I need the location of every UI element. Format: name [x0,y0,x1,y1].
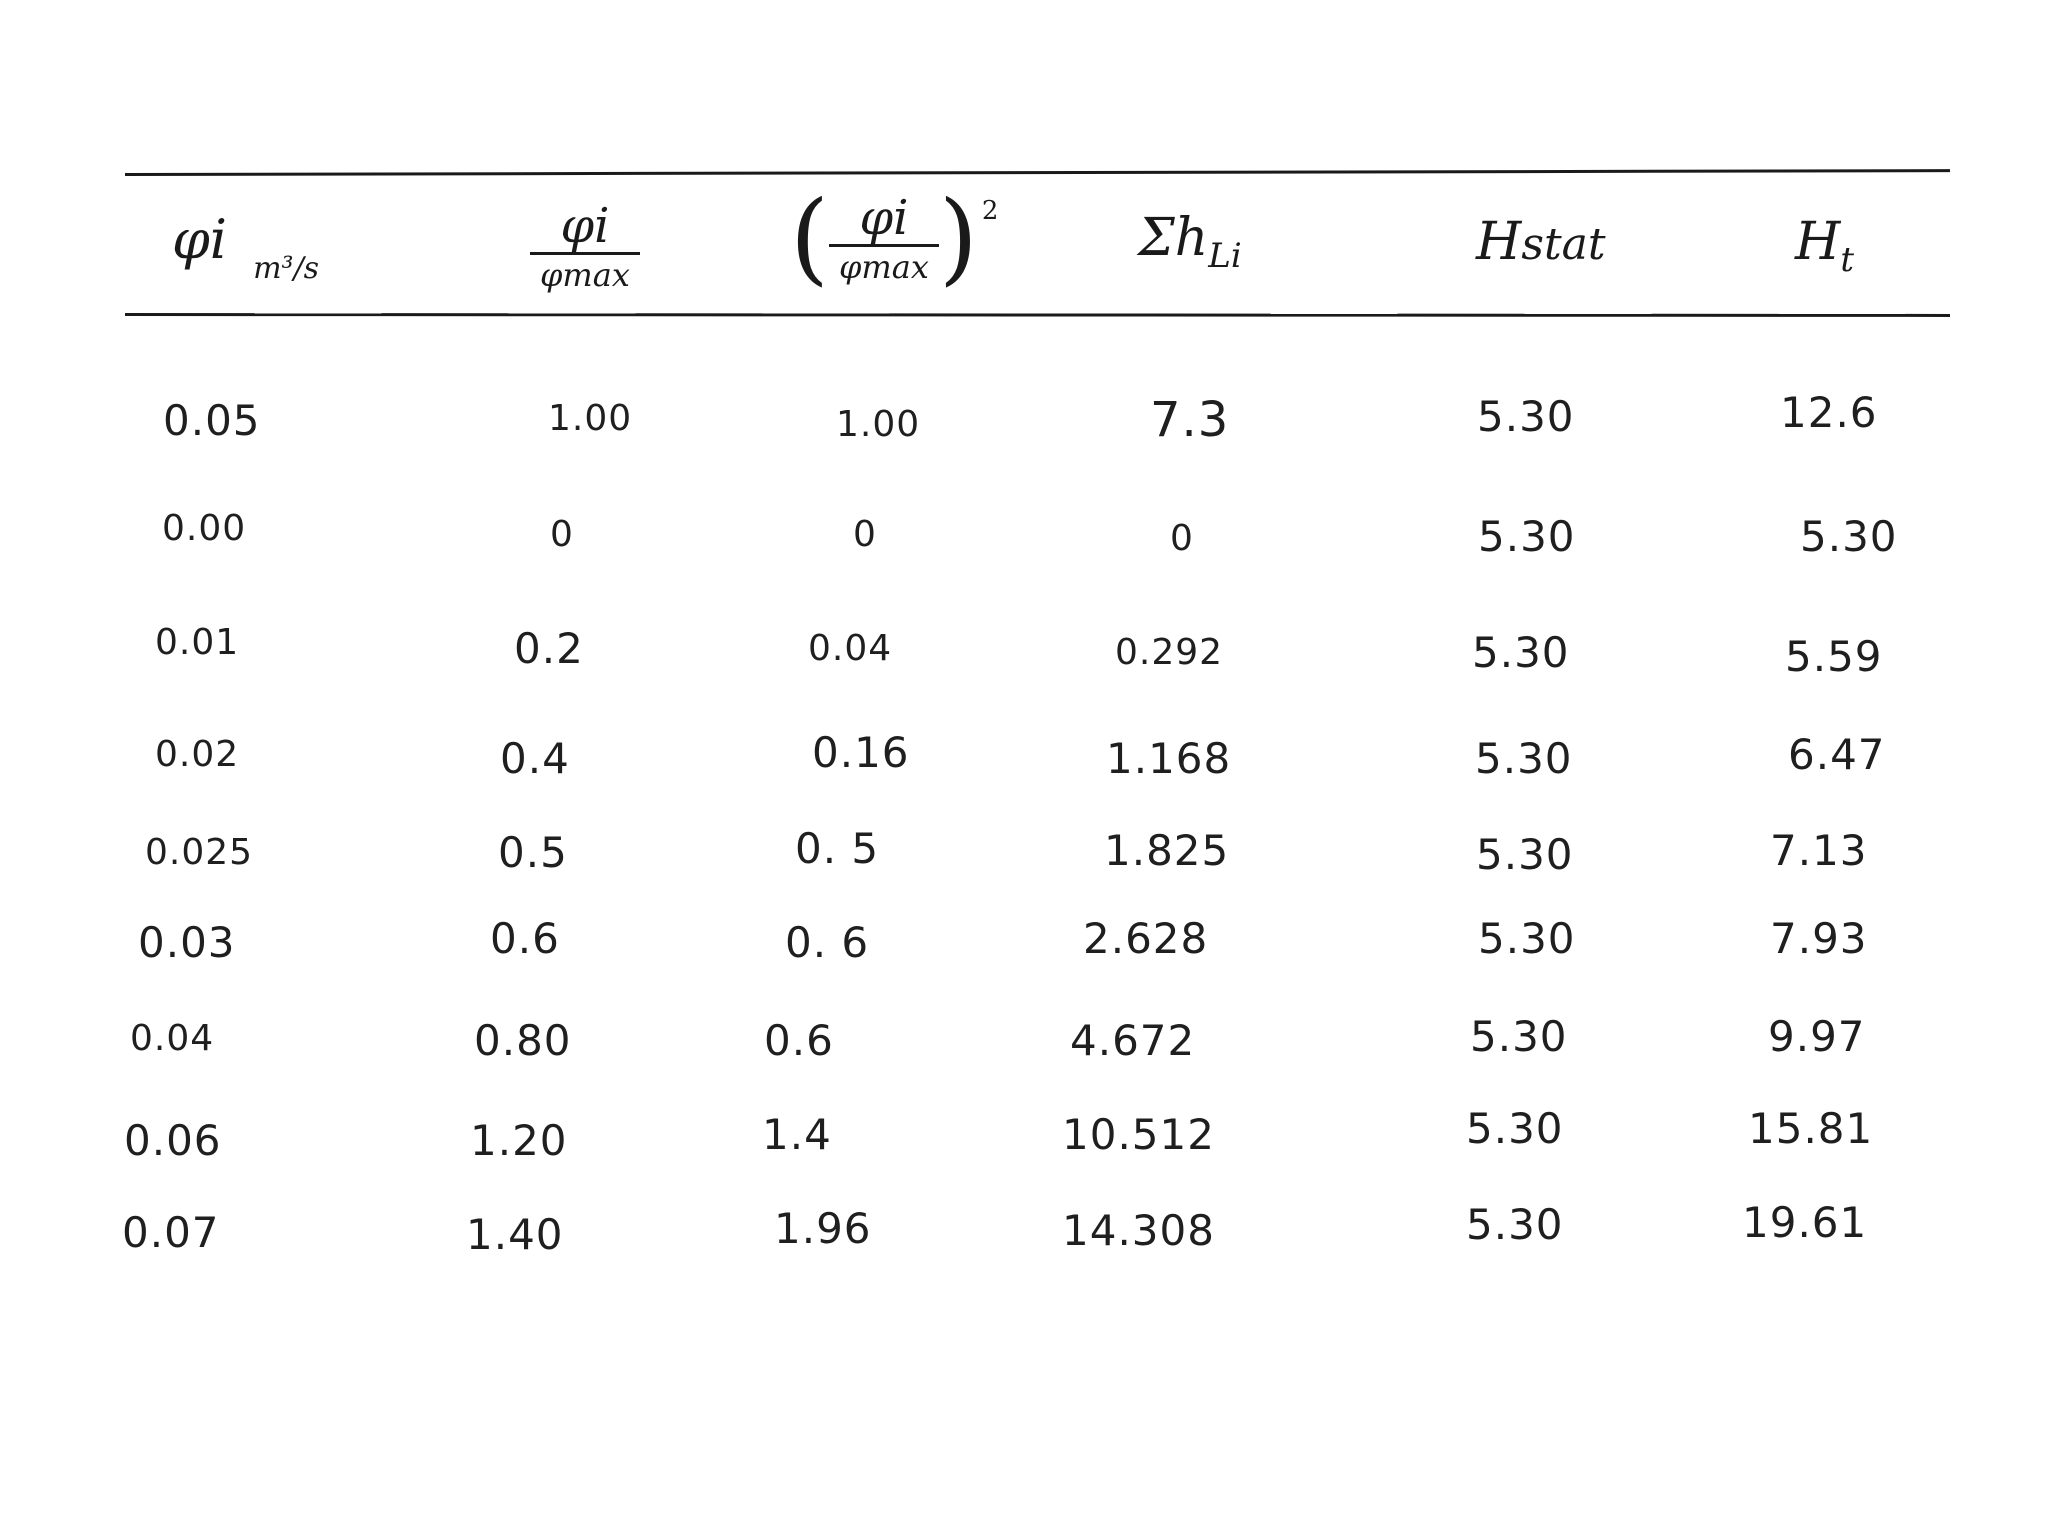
table-cell: 5.30 [1478,914,1576,963]
table-cell: 5.30 [1476,830,1574,879]
table-cell: 2.628 [1083,914,1209,963]
table-cell: 0 [1170,518,1194,559]
header-ht-sub: t [1840,240,1855,280]
table-cell: 5.30 [1800,512,1898,561]
table-cell: 0.025 [145,832,254,873]
table-cell: 5.30 [1478,512,1576,561]
header-flow [172,208,320,286]
table-cell: 0.02 [155,734,240,775]
table-cell: 0.16 [812,728,910,777]
header-ratio-denominator: φmax [530,252,640,293]
table-cell: 1.00 [548,398,633,439]
table-cell: 7.13 [1770,826,1868,875]
header-ht-main: H [1795,212,1841,272]
header-ht [1795,212,1855,280]
header-flow-unit: m³/s [253,251,320,286]
table-cell: 10.512 [1062,1110,1215,1159]
table-cell: 0.07 [122,1208,220,1257]
table-cell: 0.00 [162,508,247,549]
header-ratio [530,200,640,293]
table-cell: 5.30 [1475,734,1573,783]
table-cell: 5.30 [1466,1200,1564,1249]
table-cell: 0.4 [500,734,570,783]
header-ratio-fraction [530,200,640,293]
table-cell: 0.05 [163,396,261,445]
header-ratio-squared-denominator: φmax [829,244,939,285]
table-cell: 0.5 [498,828,568,877]
table-cell: 5.59 [1785,632,1883,681]
table-cell: 7.3 [1150,392,1230,448]
table-cell: 0.04 [808,628,893,669]
header-ratio-squared-open-paren: ( [790,179,830,296]
header-ratio-squared-power: 2 [981,196,999,226]
table-cell: 5.30 [1472,628,1570,677]
header-flow-symbol: φi [172,208,228,271]
table-cell: 0.292 [1115,632,1224,673]
table-cell: 0.01 [155,622,240,663]
header-sum-head-loss-sub: Li [1208,236,1242,276]
table-cell: 12.6 [1780,388,1878,437]
table-header-rule [125,313,1950,317]
table-cell: 0.6 [764,1016,834,1065]
table-cell: 0. 5 [795,824,880,873]
table-cell: 0.2 [514,624,584,673]
table-cell: 19.61 [1742,1198,1868,1247]
table-cell: 1.825 [1104,826,1230,875]
header-hstat [1476,212,1606,272]
header-sum-head-loss [1138,208,1242,276]
table-cell: 5.30 [1477,392,1575,441]
table-cell: 7.93 [1770,914,1868,963]
table-cell: 0. 6 [785,918,870,967]
header-hstat-main: H [1476,212,1522,272]
header-ratio-squared-fraction [829,189,939,286]
table-cell: 0.06 [124,1116,222,1165]
table-cell: 0.04 [130,1018,215,1059]
table-cell: 14.308 [1062,1206,1215,1255]
table-cell: 1.168 [1106,734,1232,783]
table-cell: 0 [550,514,574,555]
table-cell: 0.80 [474,1016,572,1065]
header-ratio-numerator: φi [560,198,610,254]
header-sum-head-loss-symbol: Σh [1138,208,1209,268]
table-cell: 1.40 [466,1210,564,1259]
table-cell: 1.00 [836,404,921,445]
header-hstat-sub: stat [1521,219,1606,270]
header-ratio-squared-close-paren: ) [938,179,978,296]
table-cell: 6.47 [1788,730,1886,779]
table-cell: 1.4 [762,1110,832,1159]
header-ratio-squared [790,179,999,296]
header-ratio-squared-numerator: φi [859,189,909,246]
table-cell: 4.672 [1070,1016,1196,1065]
table-cell: 0 [853,514,877,555]
table-cell: 15.81 [1748,1104,1874,1153]
table-cell: 5.30 [1470,1012,1568,1061]
table-cell: 5.30 [1466,1104,1564,1153]
table-cell: 1.20 [470,1116,568,1165]
table-cell: 0.6 [490,914,560,963]
table-cell: 1.96 [774,1204,872,1253]
table-cell: 9.97 [1768,1012,1866,1061]
table-cell: 0.03 [138,918,236,967]
table-top-rule [125,169,1950,176]
